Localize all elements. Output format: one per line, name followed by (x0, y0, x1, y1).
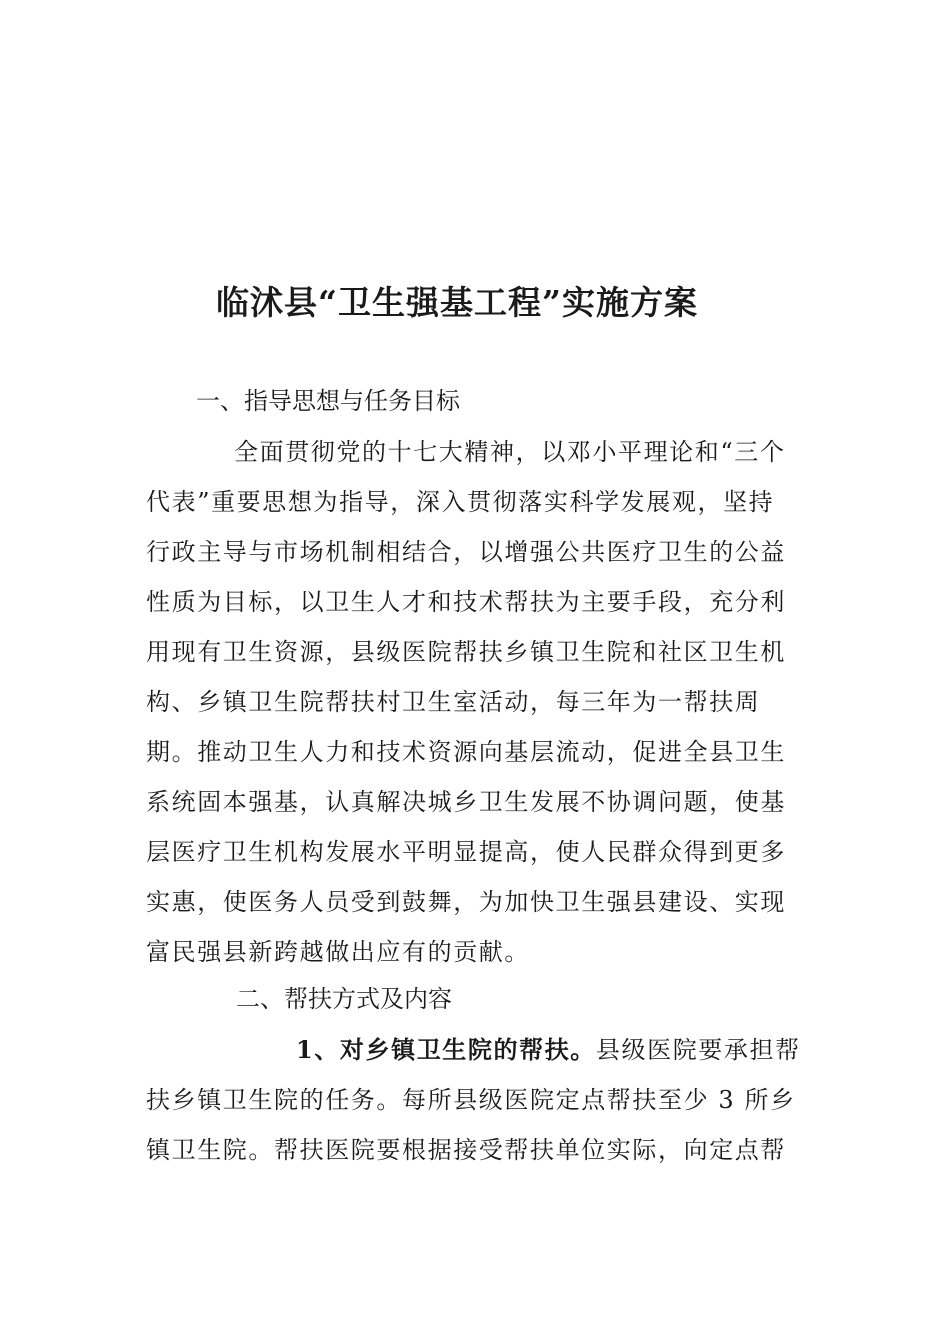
paragraph-township-assistance (146, 1025, 806, 1175)
paragraph-line: 扶乡镇卫生院的任务。每所县级医院定点帮扶至少 3 所乡 (146, 1086, 796, 1114)
document-title: 临沭县“卫生强基工程”实施方案 (216, 283, 698, 322)
section-heading-assistance-methods: 二、帮扶方式及内容 (236, 985, 452, 1013)
section-heading-guiding-ideology: 一、指导思想与任务目标 (196, 387, 460, 415)
paragraph-guiding-ideology (146, 427, 806, 977)
paragraph-line: 实惠，使医务人员受到鼓舞，为加快卫生强县建设、实现 (146, 888, 786, 916)
paragraph-line: 层医疗卫生机构发展水平明显提高，使人民群众得到更多 (146, 838, 786, 866)
item-lead-bold: 1、对乡镇卫生院的帮扶。 (296, 1035, 596, 1064)
paragraph-line: 全面贯彻党的十七大精神，以邓小平理论和“三个 (234, 438, 786, 466)
item-lead-rest: 县级医院要承担帮 (595, 1036, 801, 1064)
paragraph-line (146, 1025, 806, 1075)
paragraph-line: 期。推动卫生人力和技术资源向基层流动，促进全县卫生 (146, 738, 786, 766)
paragraph-line: 行政主导与市场机制相结合，以增强公共医疗卫生的公益 (146, 538, 786, 566)
paragraph-line: 用现有卫生资源，县级医院帮扶乡镇卫生院和社区卫生机 (146, 638, 786, 666)
paragraph-line: 构、乡镇卫生院帮扶村卫生室活动，每三年为一帮扶周 (146, 688, 761, 716)
paragraph-line: 代表”重要思想为指导，深入贯彻落实科学发展观，坚持 (146, 488, 775, 516)
paragraph-line: 性质为目标，以卫生人才和技术帮扶为主要手段，充分利 (146, 588, 786, 616)
paragraph-line: 系统固本强基，认真解决城乡卫生发展不协调问题，使基 (146, 788, 786, 816)
paragraph-line: 富民强县新跨越做出应有的贡献。 (146, 938, 530, 966)
paragraph-line: 镇卫生院。帮扶医院要根据接受帮扶单位实际，向定点帮 (146, 1136, 786, 1164)
